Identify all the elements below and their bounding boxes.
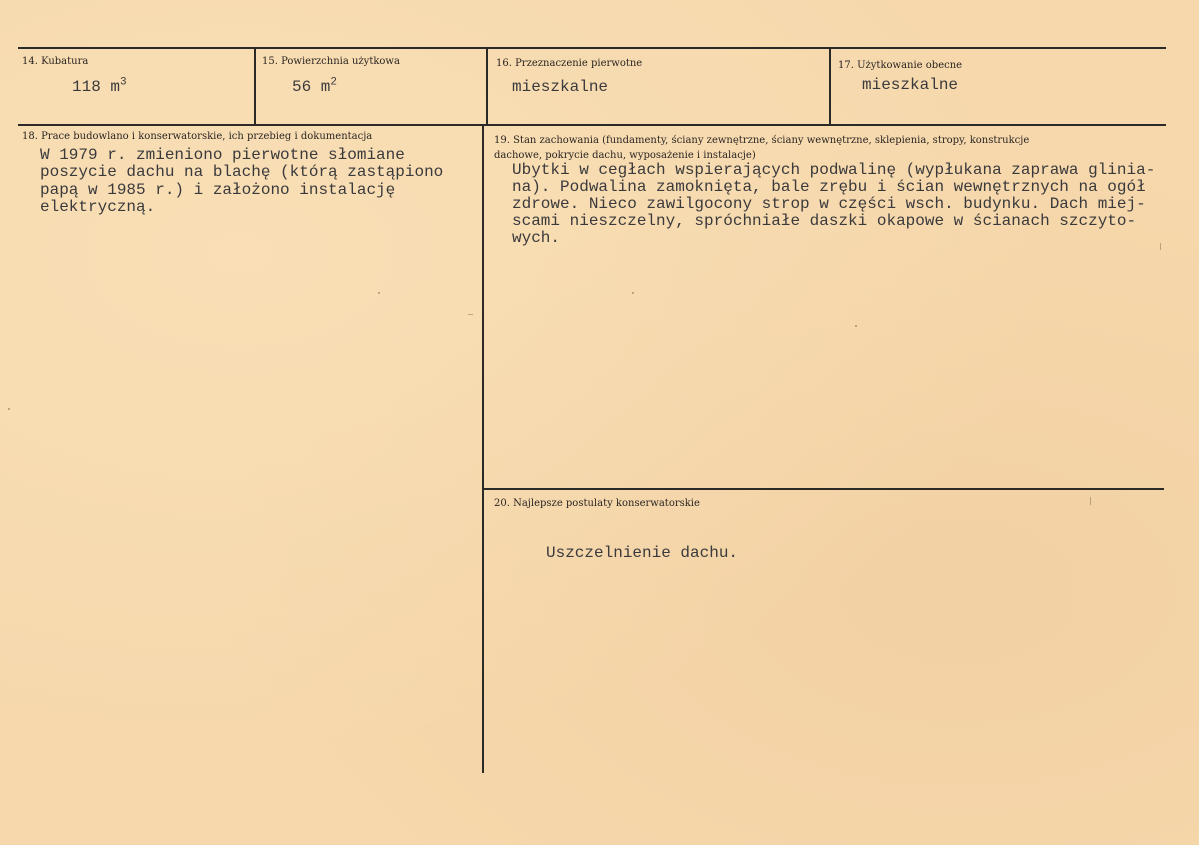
field-14-value [72, 76, 127, 96]
field-18-line-3: papą w 1985 r.) i założono instalację [40, 181, 396, 199]
field-15-exponent: 2 [330, 76, 338, 89]
field-19-label-line-1: 19. Stan zachowania (fundamenty, ściany zewnętrzne, ściany wewnętrzne, sklepienia, stropy, konstrukcje [494, 135, 1030, 146]
divider-16-17 [829, 48, 831, 125]
field-19-line-4: scami nieszczelny, spróchniałe daszki okapowe w ścianach szczyto- [512, 212, 1137, 230]
paper-speck [8, 408, 10, 410]
field-14-number: 118 m [72, 78, 121, 96]
field-19-line-2: na). Podwalina zamoknięta, bale zrębu i ścian wewnętrznych na ogół [512, 178, 1146, 196]
field-16-value: mieszkalne [512, 78, 609, 96]
divider-18-19 [482, 125, 484, 773]
field-16-label: 16. Przeznaczenie pierwotne [496, 58, 643, 69]
paper-speck [468, 314, 473, 315]
field-19-line-5: wych. [512, 229, 561, 247]
field-20-value: Uszczelnienie dachu. [546, 544, 739, 562]
field-18-line-2: poszycie dachu na blachę (którą zastąpiono [40, 163, 444, 181]
field-18-line-1: W 1979 r. zmieniono pierwotne słomiane [40, 146, 405, 164]
divider-14-15 [254, 48, 256, 125]
divider-15-16 [486, 48, 488, 125]
top-rule [18, 47, 1166, 49]
field-20-label: 20. Najlepsze postulaty konserwatorskie [494, 498, 700, 509]
field-19-line-1: Ubytki w cegłach wspierających podwalinę (wypłukana zaprawa glinia- [512, 161, 1156, 179]
field-17-value: mieszkalne [862, 76, 959, 94]
section-20-rule [484, 488, 1164, 490]
paper-speck [378, 292, 380, 294]
field-15-label: 15. Powierzchnia użytkowa [262, 56, 400, 67]
field-15-number: 56 m [292, 78, 331, 96]
field-15-value [292, 76, 338, 96]
field-14-exponent: 3 [120, 76, 127, 89]
paper-speck [1160, 243, 1161, 250]
middle-rule [18, 124, 1166, 126]
paper-speck [855, 325, 857, 327]
field-14-label: 14. Kubatura [22, 56, 89, 67]
paper-speck [632, 292, 634, 294]
paper-speck [1090, 497, 1091, 505]
field-17-label: 17. Użytkowanie obecne [838, 60, 963, 71]
field-18-line-4: elektryczną. [40, 198, 156, 216]
field-19-line-3: zdrowe. Nieco zawilgocony strop w części wsch. budynku. Dach miej- [512, 195, 1146, 213]
field-19-label-line-2: dachowe, pokrycie dachu, wyposażenie i instalacje) [494, 150, 756, 161]
field-18-label: 18. Prace budowlano i konserwatorskie, ich przebieg i dokumentacja [22, 131, 373, 142]
